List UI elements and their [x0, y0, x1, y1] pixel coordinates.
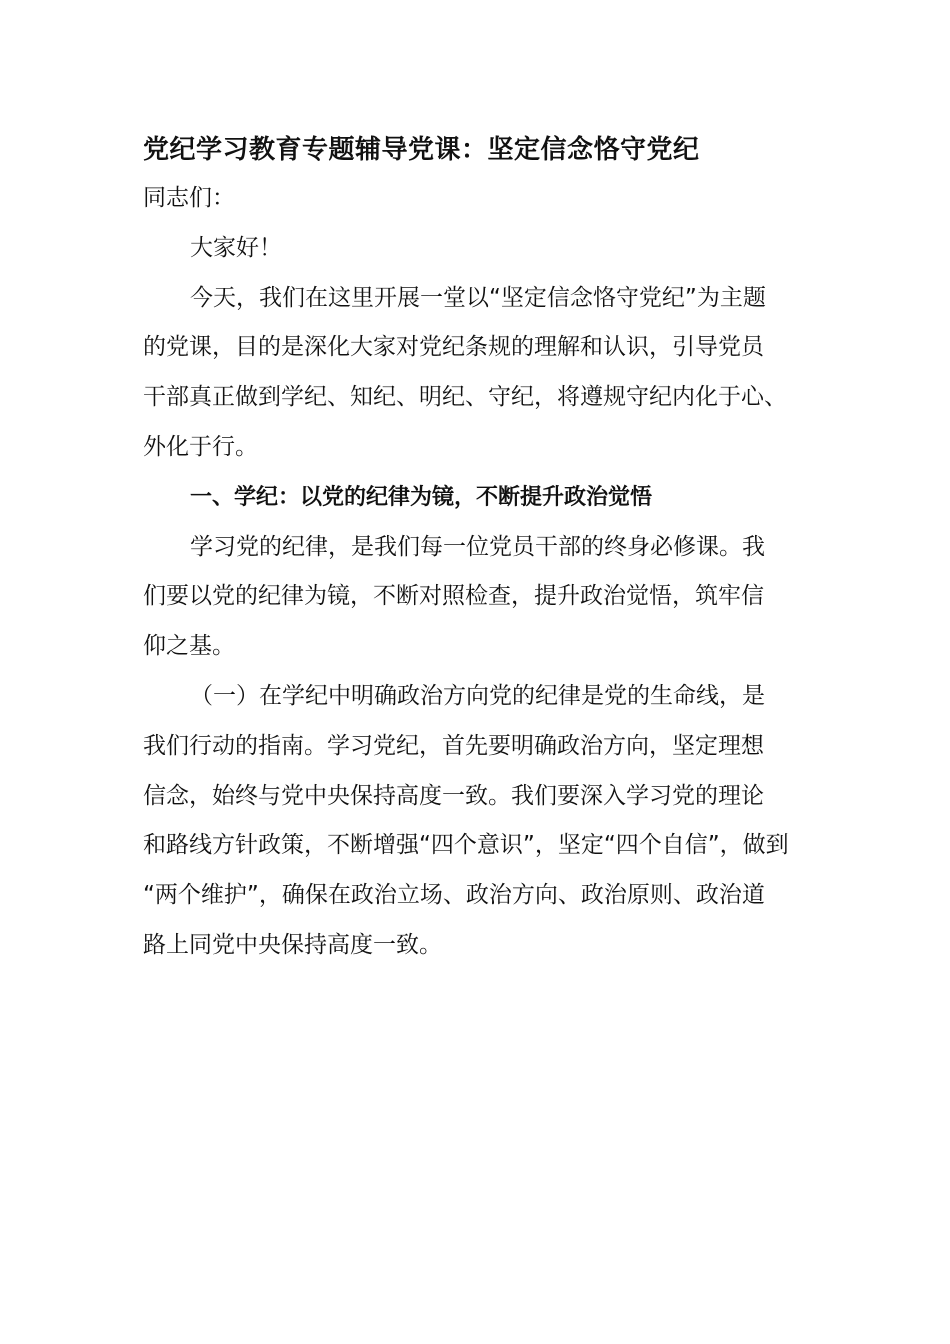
- greeting: 大家好！: [190, 234, 282, 261]
- paragraph-line: 今天，我们在这里开展一堂以“坚定信念恪守党纪”为主题: [190, 284, 766, 311]
- section1-paragraph: [143, 523, 813, 672]
- paragraph-line: 干部真正做到学纪、知纪、明纪、守纪，将遵规守纪内化于心、: [143, 384, 787, 411]
- paragraph-line: 路上同党中央保持高度一致。: [143, 931, 442, 958]
- paragraph-line: （一）在学纪中明确政治方向党的纪律是党的生命线，是: [190, 682, 765, 709]
- intro-paragraph: [143, 274, 813, 473]
- paragraph-line: 的党课，目的是深化大家对党纪条规的理解和认识，引导党员: [143, 334, 764, 361]
- document-title: 党纪学习教育专题辅导党课：坚定信念恪守党纪: [143, 135, 700, 165]
- paragraph-line: 我们行动的指南。学习党纪，首先要明确政治方向，坚定理想: [143, 732, 764, 759]
- section-heading: 一、学纪：以党的纪律为镜，不断提升政治觉悟: [190, 484, 653, 510]
- document-page: [143, 126, 813, 971]
- paragraph-line: 和路线方针政策，不断增强“四个意识”，坚定“四个自信”，做到: [143, 832, 789, 859]
- paragraph-line: 信念，始终与党中央保持高度一致。我们要深入学习党的理论: [143, 782, 764, 809]
- paragraph-line: 学习党的纪律，是我们每一位党员干部的终身必修课。我: [190, 533, 765, 560]
- salutation: 同志们：: [143, 185, 235, 211]
- subsection1-paragraph: [143, 672, 813, 971]
- paragraph-line: 们要以党的纪律为镜，不断对照检查，提升政治觉悟，筑牢信: [143, 583, 764, 610]
- paragraph-line: “两个维护”，确保在政治立场、政治方向、政治原则、政治道: [143, 882, 765, 909]
- paragraph-line: 仰之基。: [143, 633, 235, 660]
- paragraph-line: 外化于行。: [143, 433, 258, 460]
